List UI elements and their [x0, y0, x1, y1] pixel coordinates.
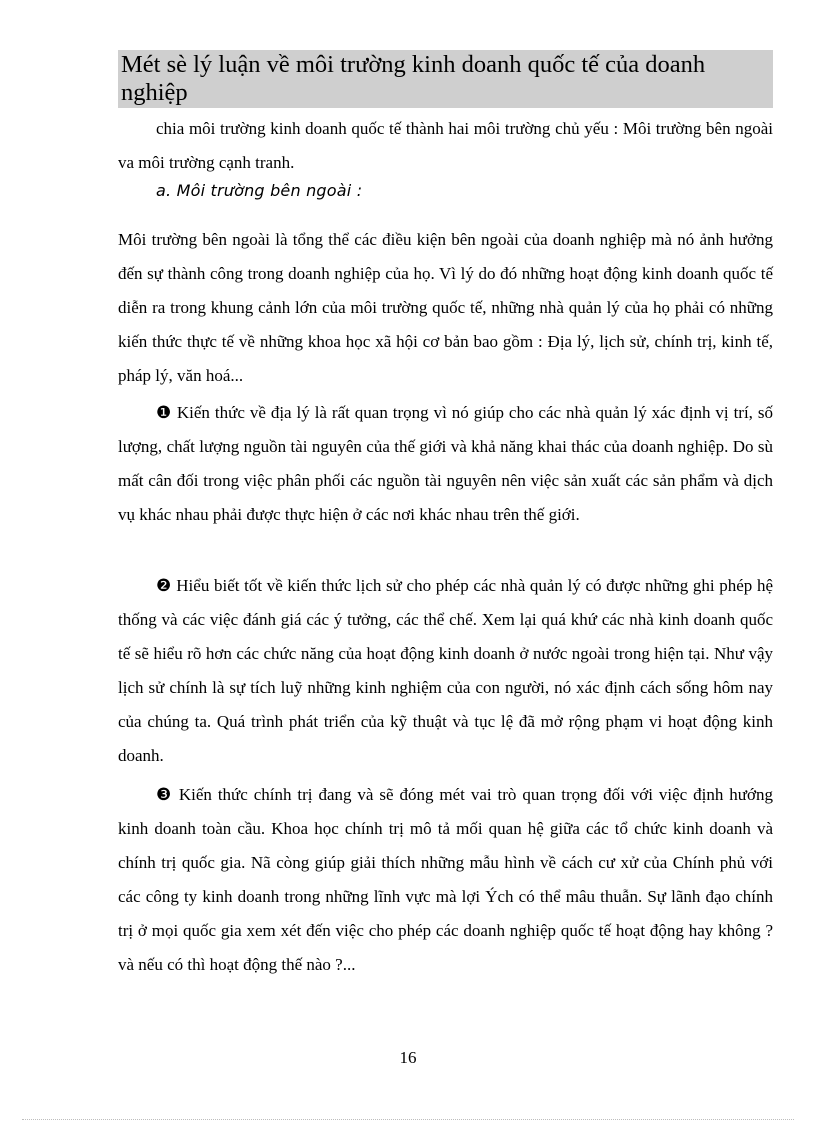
intro-paragraph: chia môi trường kinh doanh quốc tế thành hai môi trường chủ yếu : Môi trường bên ngoài va môi trường cạnh tranh.: [118, 119, 773, 172]
chapter-heading: Mét sè lý luận về môi trường kinh doanh quốc tế của doanh nghiệp: [121, 51, 706, 106]
geography-paragraph: ❶ Kiến thức về địa lý là rất quan trọng vì nó giúp cho các nhà quản lý xác định vị trí, số lượng, chất lượng nguồn tài nguyên của thế giới và khả năng khai thác của doanh nghiệp. Do sù mất cân đối trong việc phân phối các nguồn tài nguyên nên việc sản xuất các sản phẩm và dịch vụ khác nhau phải được thực hiện ở các nơi khác nhau trên thế giới.: [118, 403, 773, 524]
history-paragraph: ❷ Hiểu biết tốt về kiến thức lịch sử cho phép các nhà quản lý có được những ghi phép hệ thống và các việc đánh giá các ý tưởng, các thể chế. Xem lại quá khứ các nhà kinh doanh quốc tế sẽ hiểu rõ hơn các chức năng của hoạt động kinh doanh ở nước ngoài trong hiện tại. Như vậy lịch sử chính là sự tích luỹ những kinh nghiệm của con người, nó xác định cách sống hôm nay của chúng ta. Quá trình phát triển của kỹ thuật và tục lệ đã mở rộng phạm vi hoạt động kinh doanh.: [118, 576, 773, 765]
politics-paragraph: ❸ Kiến thức chính trị đang và sẽ đóng mét vai trò quan trọng đối với việc định hướng kinh doanh toàn cầu. Khoa học chính trị mô tả mối quan hệ giữa các tổ chức kinh doanh và chính trị quốc gia. Nã còng giúp giải thích những mẫu hình về cách cư xử của Chính phủ với các công ty kinh doanh trong những lĩnh vực mà lợi Ých có thể mâu thuẫn. Sự lãnh đạo chính trị ở mọi quốc gia xem xét đến việc cho phép các doanh nghiệp quốc tế hoạt động hay không ? và nếu có thì hoạt động thế nào ?...: [118, 785, 773, 974]
page-number: 16: [399, 1048, 417, 1067]
environment-paragraph: Môi trường bên ngoài là tổng thể các điều kiện bên ngoài của doanh nghiệp mà nó ảnh hưởng đến sự thành công trong doanh nghiệp của họ. Vì lý do đó những hoạt động kinh doanh quốc tế diễn ra trong khung cảnh lớn của môi trường quốc tế, những nhà quản lý của họ phải có những kiến thức thực tế về những khoa học xã hội cơ bản bao gồm : Địa lý, lịch sử, chính trị, kinh tế, pháp lý, văn hoá...: [118, 230, 773, 385]
page-bottom-divider: [22, 1119, 794, 1120]
section-heading: a. Môi trường bên ngoài :: [156, 181, 363, 200]
